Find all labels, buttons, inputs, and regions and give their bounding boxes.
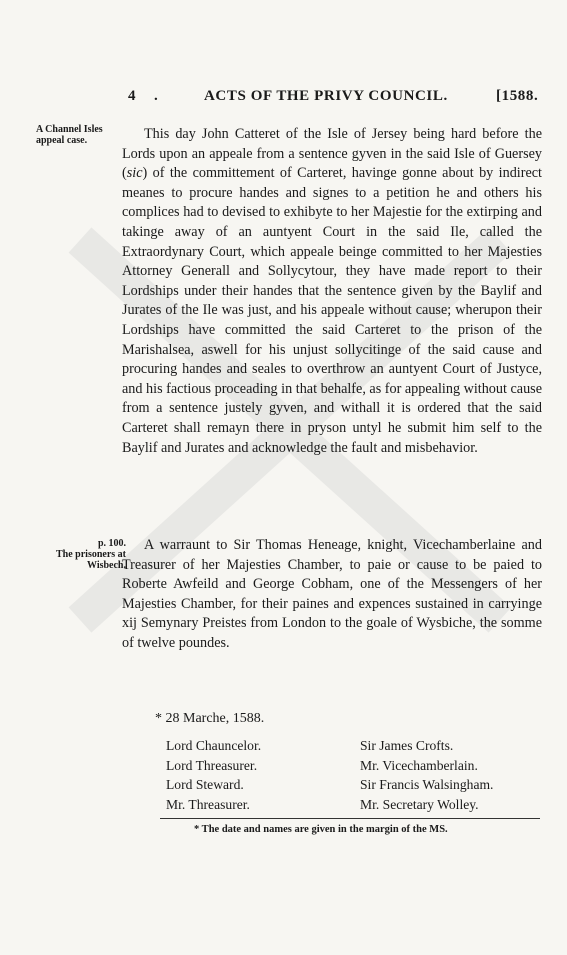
attendee-name: Sir Francis Walsingham.: [360, 777, 494, 792]
attendee-name: Lord Chauncelor.: [166, 738, 262, 753]
page-number: 4: [128, 88, 137, 104]
header-year: [1588.: [496, 88, 539, 104]
attendee-name: Sir James Crofts.: [360, 738, 454, 753]
paragraph-text: This day John Catteret of the Isle of Jersey being hard before the Lords upon an appeale from a sentence gyven in the said Isle of Guersey (: [122, 126, 542, 182]
paragraph-warrant-heneage: A warraunt to Sir Thomas Heneage, knight, Vicechamberlaine and Treasurer of her Majesties Chamber, to paie or cause to be paied to Roberte Awfeild and George Cobham, one of the Messengers of her Majesties Chamber, for their paines and expences sustained in carryinge xij Semynary Preistes from London to the goale of Wysbiche, the somme of twelve poundes.: [122, 537, 542, 651]
paragraph-text: ) of the committement of Carteret, havinge gonne about by indirect meanes to procure handes and signes to a petition he and others his complices had to devised to exhibyte to her Majestie for the extirping and takinge away of an auntyent Court in the said Ile, called the Extraordynary Court, which appeale beinge committed to her Majesties Attorney Generall and Sollycytour, they have made report to their Lordships under their handes that the sentence given by the Baylif and Jurates of the Ile was just, and his appeale without cause; wherupon their Lordships have committed the said Carteret to the prison of the Marishalsea, aswell for his unjust sollycitinge of the said cause and procuring handes and seales to overthrow an auntyent Court of Justyce, and his factious proceading in that behalfe, as for appealing without cause from a sentence justely gyven, and withall it is ordered that the said Carteret shall remayn there in pryson untyl he submit him self to the Baylif and Jurates and acknowledge the fault and misbehavior.: [122, 165, 542, 456]
paragraph-catteret-appeal: [122, 125, 542, 458]
margin-note-wisbech: [56, 538, 126, 571]
margin-note-channel-isles: A Channel Isles appeal case.: [36, 124, 103, 146]
attendee-name: Lord Threasurer.: [166, 757, 258, 773]
attendee-name: Mr. Vicechamberlain.: [360, 757, 478, 773]
margin-note-text: The prisoners at Wisbech.: [56, 549, 126, 571]
header-separator: .: [154, 88, 159, 104]
margin-page-ref: p. 100.: [97, 538, 126, 549]
attendance-list-left: [166, 736, 261, 814]
attendance-date: * 28 Marche, 1588.: [155, 711, 265, 726]
running-title: ACTS OF THE PRIVY COUNCIL.: [204, 88, 448, 104]
sic-italic: sic: [126, 165, 143, 182]
footnote-divider: [160, 818, 540, 819]
attendee-name: Mr. Secretary Wolley.: [360, 796, 479, 812]
attendee-name: Lord Steward.: [166, 777, 244, 792]
attendee-name: Mr. Threasurer.: [166, 796, 250, 812]
attendance-list-right: [360, 736, 493, 814]
footnote: * The date and names are given in the margin of the MS.: [194, 824, 448, 835]
